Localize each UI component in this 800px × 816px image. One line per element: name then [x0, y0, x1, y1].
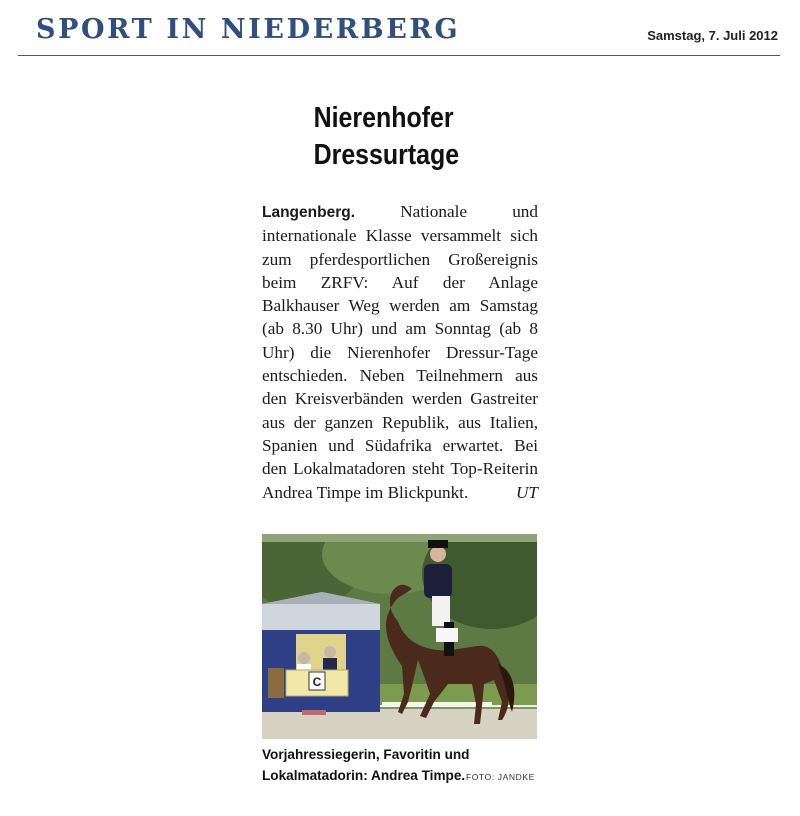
headline-line-1: Nierenhofer [313, 102, 454, 134]
sky-strip [262, 534, 537, 542]
rider-breeches [432, 596, 450, 626]
rider-hat [428, 540, 448, 548]
header-rule [18, 55, 780, 56]
article-headline [262, 100, 640, 174]
article-photo [262, 534, 537, 739]
arena-barrier [382, 702, 492, 707]
chair [268, 668, 284, 698]
flowers [302, 710, 326, 715]
saddle-pad [436, 628, 458, 642]
issue-date: Samstag, 7. Juli 2012 [647, 28, 778, 43]
letter-c-text: C [312, 675, 322, 689]
judge-person-1 [298, 652, 310, 664]
article-body-text: Nationale und internationale Klasse versammelt sich zum pferdesportlichen Großereignis beim ZRFV: Auf der Anlage Balkhauser Weg werden am Samstag (ab 8.30 Uhr) und am Sonntag (ab 8 Uhr) die Nierenhofer Dressur-Tage entschieden. Neben Teilnehmern aus den Kreisverbänden werden Gastreiter aus der ganzen Republik, aus Italien, Spanien und Südafrika erwartet. Bei den Lokalmatadoren steht Top-Reiterin Andrea Timpe im Blickpunkt. [262, 202, 538, 502]
photo-caption: Vorjahressiegerin, Favoritin und Lokalmatadorin: Andrea Timpe. [262, 747, 470, 783]
judge-person-2 [324, 646, 336, 658]
dressage-photo-illustration [262, 534, 537, 739]
section-masthead: SPORT IN NIEDERBERG [36, 14, 461, 45]
rider-jacket [424, 564, 452, 598]
dateline-place: Langenberg. [262, 204, 356, 221]
photo-credit: FOTO: JANDKE [466, 772, 535, 782]
author-initials: UT [516, 482, 538, 502]
headline-line-2: Dressurtage [313, 139, 460, 171]
rider-head [430, 546, 446, 562]
article-body [262, 200, 538, 504]
